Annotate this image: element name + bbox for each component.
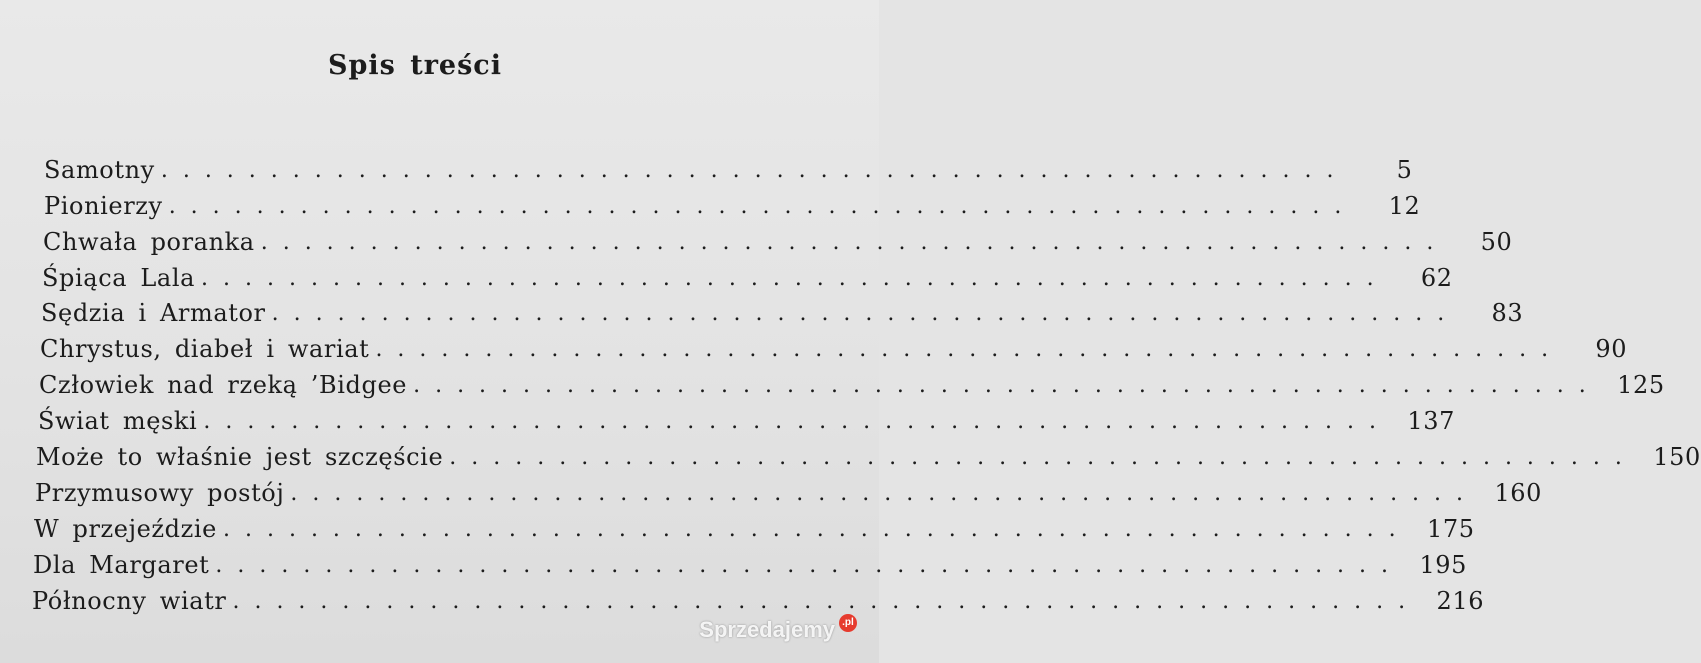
toc-entry-title: Dla Margaret [33, 551, 210, 579]
leader-dots: ...................................................... [413, 372, 1601, 398]
toc-entry [39, 367, 1665, 403]
toc-entry [38, 403, 1455, 439]
watermark-badge: .pl [839, 614, 857, 632]
watermark-logo [699, 617, 857, 643]
toc-entry-page: 5 [1396, 156, 1413, 184]
toc-entry-title: Chwała poranka [43, 228, 255, 256]
toc-entry [41, 295, 1524, 331]
leader-dots: ...................................................... [375, 336, 1564, 362]
toc-entry-title: Śpiąca Lala [42, 264, 195, 292]
watermark-text: Sprzedajemy [699, 617, 835, 642]
toc-entry-title: Sędzia i Armator [41, 299, 266, 327]
toc-entry [33, 547, 1468, 583]
leader-dots: ...................................................... [215, 552, 1404, 578]
toc-entry-title: Przymusowy postój [35, 479, 285, 507]
toc-entry-page: 160 [1494, 479, 1543, 507]
toc-entry-title: Samotny [44, 156, 155, 184]
toc-entry [42, 260, 1453, 296]
leader-dots: ...................................................... [449, 444, 1637, 470]
toc-entry [40, 331, 1628, 367]
page-title: Spis treści [327, 50, 502, 81]
toc-entry-page: 137 [1407, 407, 1455, 435]
toc-entry-page: 150 [1653, 443, 1701, 471]
toc-entry [35, 475, 1543, 511]
toc-entry-page: 125 [1617, 371, 1665, 399]
leader-dots: ...................................................... [203, 408, 1391, 434]
toc-entry-page: 83 [1491, 299, 1524, 327]
toc-entry [43, 224, 1513, 260]
toc-entry-title: Północny wiatr [32, 587, 227, 615]
toc-entry [44, 152, 1413, 188]
toc-entry-page: 62 [1420, 264, 1453, 292]
toc-entry-page: 216 [1436, 587, 1485, 615]
leader-dots: ...................................................... [160, 157, 1349, 183]
toc-entry-page: 90 [1595, 335, 1628, 363]
toc-entry [34, 511, 1475, 547]
leader-dots: ...................................................... [168, 193, 1357, 219]
toc-entry-title: W przejeździe [34, 515, 217, 543]
toc-entry [44, 188, 1421, 224]
leader-dots: ...................................................... [260, 229, 1449, 255]
toc-entry-title: Świat męski [38, 407, 198, 435]
leader-dots: ...................................................... [232, 588, 1421, 614]
toc-entry-title: Może to właśnie jest szczęście [36, 443, 444, 471]
leader-dots: ...................................................... [271, 300, 1460, 326]
toc-entry-title: Człowiek nad rzeką ’Bidgee [39, 371, 408, 399]
leader-dots: ...................................................... [290, 480, 1479, 506]
toc-entry-page: 50 [1480, 228, 1513, 256]
toc-entry-page: 12 [1388, 192, 1421, 220]
toc-entry-page: 195 [1419, 551, 1468, 579]
toc-entry-title: Chrystus, diabeł i wariat [40, 335, 370, 363]
toc-entry-page: 175 [1427, 515, 1475, 543]
toc-entry [32, 583, 1485, 619]
leader-dots: ...................................................... [201, 265, 1389, 291]
toc-entry-title: Pionierzy [44, 192, 163, 220]
leader-dots: ...................................................... [222, 516, 1411, 542]
toc-entry [36, 439, 1701, 475]
